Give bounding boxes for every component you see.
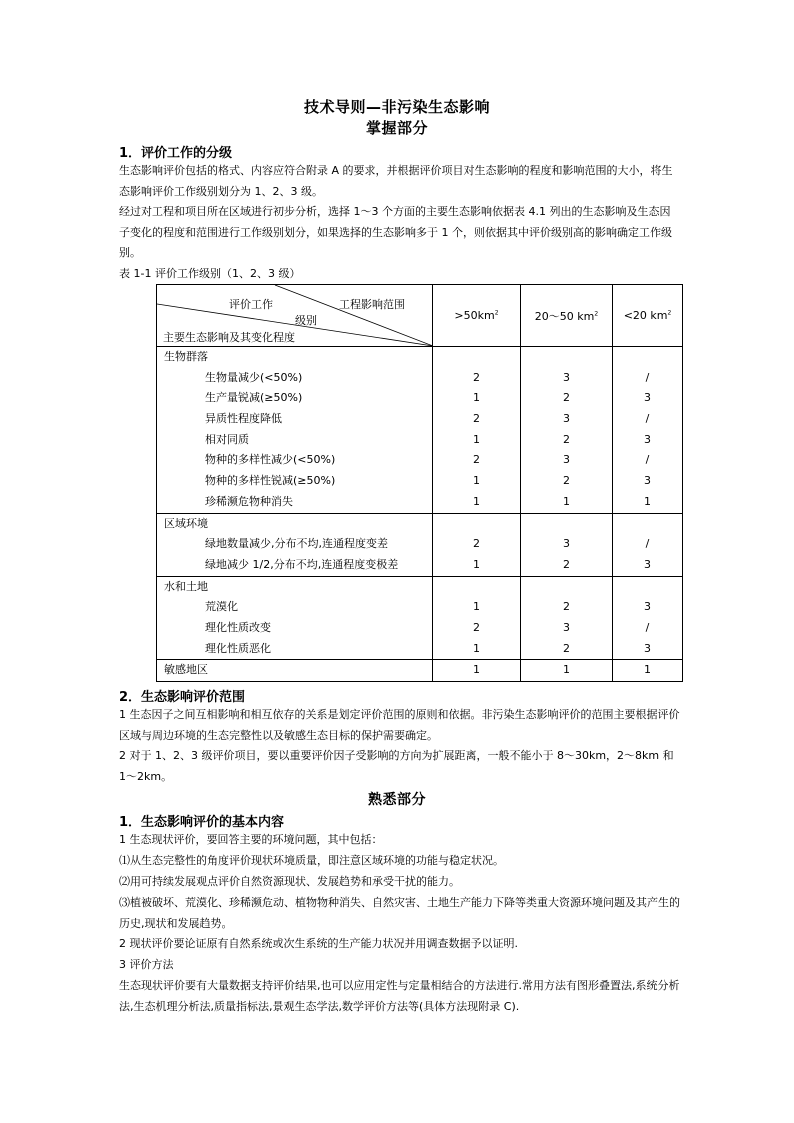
- cell-value: 3: [644, 557, 651, 571]
- cell-value: /: [645, 412, 650, 426]
- cell-value: 3: [644, 432, 651, 446]
- row-label: 敏感地区: [164, 663, 208, 677]
- cell-value: 3: [644, 600, 651, 614]
- cell-value: /: [645, 453, 650, 467]
- row-label: 异质性程度降低: [205, 412, 282, 426]
- cell-value: 3: [644, 391, 651, 405]
- cell-value: 1: [644, 494, 651, 508]
- cell-value: 2: [473, 453, 480, 467]
- row-label: 物种的多样性锐减(≥50%): [205, 474, 336, 488]
- cell-value: 1: [473, 432, 480, 446]
- cell-value: 3: [563, 453, 570, 467]
- group-label: 水和土地: [164, 579, 208, 593]
- cell-value: 2: [563, 557, 570, 571]
- cell-value: 1: [473, 641, 480, 655]
- row-label: 理化性质恶化: [205, 641, 271, 655]
- cell-value: /: [645, 537, 650, 551]
- cell-value: 2: [473, 370, 480, 384]
- paragraph: ⑴从生态完整性的角度评价现状环境质量，即注意区域环境的功能与稳定状况。: [119, 854, 504, 867]
- header-work: 评价工作: [229, 298, 273, 311]
- cell-value: 3: [563, 412, 570, 426]
- paragraph: 生态影响评价包括的格式、内容应符合附录 A 的要求，并根据评价项目对生态影响的程度和影响范围的大小，将生态影响评价工作级别划分为 1、2、3 级。: [119, 164, 673, 198]
- table-group: [157, 576, 683, 660]
- cell-value: 1: [473, 391, 480, 405]
- header-factor: 主要生态影响及其变化程度: [163, 331, 295, 344]
- header-level: 级别: [295, 314, 317, 327]
- cell-value: 1: [644, 663, 651, 677]
- cell-value: 2: [473, 412, 480, 426]
- cell-value: 3: [644, 474, 651, 488]
- row-label: 荒漠化: [205, 600, 238, 614]
- cell-value: /: [645, 370, 650, 384]
- row-label: 珍稀濒危物种消失: [205, 494, 293, 508]
- cell-value: 3: [563, 537, 570, 551]
- paragraph: 1 生态现状评价，要回答主要的环境问题，其中包括：: [119, 833, 383, 846]
- cell-value: 2: [563, 432, 570, 446]
- cell-value: 1: [563, 663, 570, 677]
- paragraph: 生态现状评价要有大量数据支持评价结果,也可以应用定性与定量相结合的方法进行.常用方法有图形叠置法,系统分析法,生态机理分析法,质量指标法,景观生态学法,数学评价方法等(具体方法现附录 C).: [119, 979, 680, 1013]
- row-label: 相对同质: [205, 432, 249, 446]
- paragraph: 2 对于 1、2、3 级评价项目，要以重要评价因子受影响的方向为扩展距离，一般不能小于 8～30km，2～8km 和 1～2km。: [119, 749, 674, 783]
- paragraph: 经过对工程和项目所在区域进行初步分析，选择 1～3 个方面的主要生态影响依据表 4.1 列出的生态影响及生态因子变化的程度和范围进行工作级别划分，如果选择的生态影响多于 1 个，则依据其中评价级别高的影响确定工作级别。: [119, 205, 672, 259]
- grading-table: [156, 284, 683, 682]
- header-range: 工程影响范围: [339, 298, 405, 311]
- row-label: 生产量锐减(≥50%): [205, 391, 303, 405]
- section-heading-range: 2．生态影响评价范围: [119, 690, 246, 705]
- row-label: 物种的多样性减少(<50%): [205, 453, 336, 467]
- cell-value: 1: [473, 494, 480, 508]
- cell-value: 2: [563, 391, 570, 405]
- table-group: [157, 347, 683, 514]
- cell-value: 1: [473, 557, 480, 571]
- section-heading-grading: 1．评价工作的分级: [119, 146, 233, 161]
- group-label: 区域环境: [164, 516, 208, 530]
- paragraph: 1 生态因子之间互相影响和相互依存的关系是划定评价范围的原则和依据。非污染生态影响评价的范围主要根据评价区域与周边环境的生态完整性以及敏感生态目标的保护需要确定。: [119, 708, 680, 742]
- cell-value: /: [645, 620, 650, 634]
- cell-value: 2: [563, 474, 570, 488]
- cell-value: 1: [473, 474, 480, 488]
- cell-value: 2: [563, 641, 570, 655]
- section-title-master: 掌握部分: [365, 119, 428, 137]
- cell-value: 1: [563, 494, 570, 508]
- paragraph: 3 评价方法: [119, 958, 174, 971]
- table-row: [157, 660, 683, 682]
- row-label: 绿地数量减少,分布不均,连通程度变差: [205, 537, 388, 551]
- table-group: [157, 513, 683, 576]
- paragraph: ⑵用可持续发展观点评价自然资源现状、发展趋势和承受干扰的能力。: [119, 875, 460, 888]
- cell-value: 1: [473, 600, 480, 614]
- paragraph: ⑶植被破坏、荒漠化、珍稀濒危动、植物物种消失、自然灾害、土地生产能力下降等类重大资源环境问题及其产生的历史,现状和发展趋势。: [119, 896, 680, 930]
- section-title-familiar: 熟悉部分: [368, 792, 426, 808]
- group-label: 生物群落: [164, 350, 208, 363]
- row-label: 生物量减少(<50%): [205, 370, 303, 384]
- cell-value: 3: [563, 620, 570, 634]
- document-title: 技术导则—非污染生态影响: [303, 98, 490, 116]
- cell-value: 3: [644, 641, 651, 655]
- cell-value: 1: [473, 663, 480, 677]
- section-heading-content: 1．生态影响评价的基本内容: [119, 815, 285, 830]
- table-header-diagonal-cell: [157, 285, 433, 347]
- column-header: $>50km^2$: [433, 285, 521, 347]
- row-label: 绿地减少 1/2,分布不均,连通程度变极差: [205, 557, 399, 571]
- row-label: 理化性质改变: [205, 620, 271, 634]
- column-header: <20 $km^2$: [613, 285, 683, 347]
- cell-value: 2: [563, 600, 570, 614]
- column-header: 20～50 $km^2$: [521, 285, 613, 347]
- table-caption: 表 1-1 评价工作级别（1、2、3 级）: [119, 267, 301, 280]
- cell-value: 2: [473, 620, 480, 634]
- cell-value: 3: [563, 370, 570, 384]
- paragraph: 2 现状评价要论证原有自然系统或次生系统的生产能力状况并用调查数据予以证明.: [119, 937, 518, 950]
- cell-value: 2: [473, 537, 480, 551]
